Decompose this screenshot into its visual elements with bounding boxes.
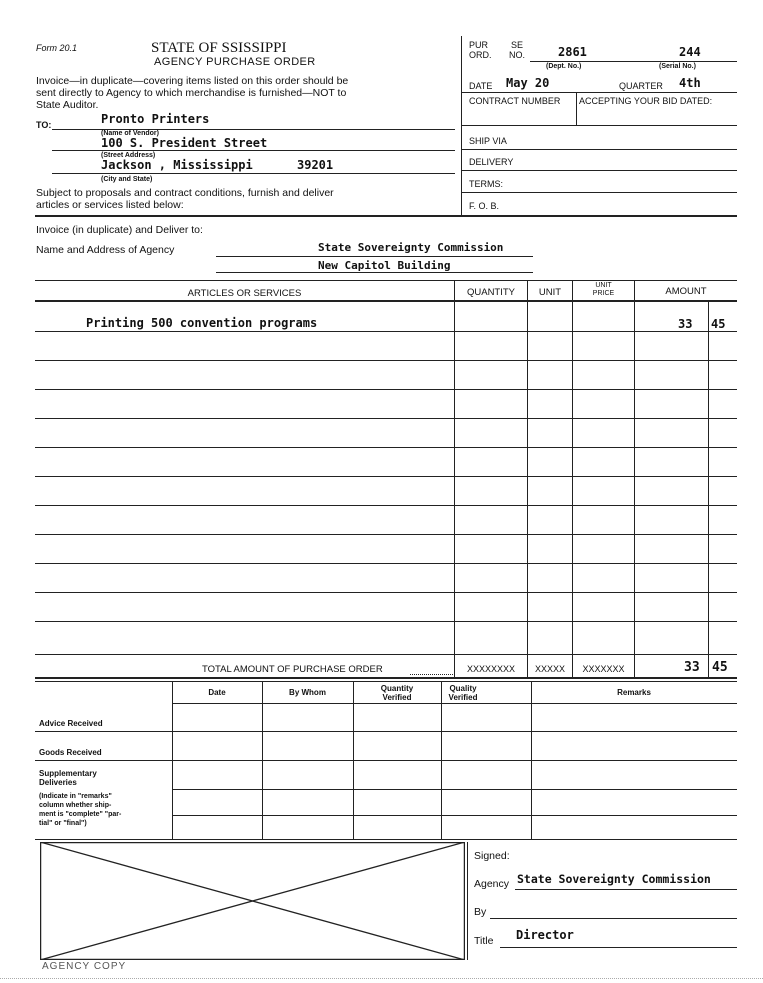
vendor-name: Pronto Printers <box>101 112 210 126</box>
dept-number: 2861 <box>558 45 587 59</box>
supplementary-line2: Deliveries <box>39 778 77 787</box>
subject-line-2: articles or services listed below: <box>36 199 184 211</box>
date-label: DATE <box>469 81 493 91</box>
quarter-value: 4th <box>679 76 701 90</box>
shipment-note <box>39 792 121 828</box>
unit-price-header-line2: PRICE <box>592 290 615 297</box>
ship-via-label: SHIP VIA <box>469 136 507 146</box>
se-label: SE <box>511 40 524 50</box>
terms-label: TERMS: <box>469 179 504 189</box>
shipment-note-line2: column whether ship- <box>39 802 112 809</box>
signed-label: Signed: <box>474 850 510 862</box>
serial-caption: (Serial No.) <box>659 63 696 70</box>
invoice-deliver-label: Invoice (in duplicate) and Deliver to: <box>36 224 203 236</box>
line-item-dollars: 33 <box>678 317 693 331</box>
pur-label: PUR <box>469 40 489 50</box>
no-label: NO. <box>509 50 526 60</box>
total-cents: 45 <box>712 660 728 675</box>
signature-title-value: Director <box>516 928 574 942</box>
street-caption: (Street Address) <box>101 152 156 159</box>
serial-number: 244 <box>679 45 701 59</box>
quality-verified-line2: Verified <box>448 693 478 702</box>
shipment-note-line4: tial" or "final") <box>39 820 87 827</box>
unit-price-header-line1: UNIT <box>595 282 612 289</box>
quarter-label: QUARTER <box>619 81 663 91</box>
ord-label: ORD. <box>469 50 492 60</box>
city-caption: (City and State) <box>101 176 153 183</box>
receipt-date-header: Date <box>208 688 226 697</box>
accepting-bid-label: ACCEPTING YOUR BID DATED: <box>579 96 713 106</box>
total-unit-x: XXXXX <box>534 664 565 674</box>
shipment-note-line3: ment is "complete" "par- <box>39 811 122 818</box>
total-label: TOTAL AMOUNT OF PURCHASE ORDER <box>202 664 383 675</box>
vendor-zip: 39201 <box>297 158 334 172</box>
order-date: May 20 <box>506 76 550 90</box>
goods-received-label: Goods Received <box>39 748 102 757</box>
line-item-description: Printing 500 convention programs <box>86 316 318 330</box>
dept-caption: (Dept. No.) <box>546 63 582 70</box>
receipt-by-whom-header: By Whom <box>289 688 326 697</box>
shipment-note-line1: (Indicate in "remarks" <box>39 793 112 800</box>
quantity-verified-header <box>353 684 441 702</box>
form-subtitle: AGENCY PURCHASE ORDER <box>154 56 316 68</box>
contract-number-label: CONTRACT NUMBER <box>469 96 561 106</box>
form-number: Form 20.1 <box>36 43 78 53</box>
quantity-verified-line2: Verified <box>382 693 412 702</box>
signature-agency-label: Agency <box>474 878 510 890</box>
vendor-street: 100 S. President Street <box>101 136 268 150</box>
quantity-verified-line1: Quantity <box>380 684 414 693</box>
signature-title-label: Title <box>474 935 494 947</box>
vendor-name-caption: (Name of Vendor) <box>101 130 159 137</box>
signature-agency-value: State Sovereignty Commission <box>517 872 711 886</box>
fob-label: F. O. B. <box>469 201 500 211</box>
agency-name: State Sovereignty Commission <box>318 241 504 254</box>
articles-header: ARTICLES OR SERVICES <box>187 288 302 299</box>
instruction-line-2: sent directly to Agency to which merchandise is furnished—NOT to <box>36 87 347 99</box>
vendor-city: Jackson , Mississippi <box>101 158 253 172</box>
form-title: STATE OF SSISSIPPI <box>151 40 287 56</box>
unit-price-header <box>573 282 634 298</box>
advice-received-label: Advice Received <box>39 719 103 728</box>
delivery-label: DELIVERY <box>469 157 514 167</box>
instruction-line-3: State Auditor. <box>36 99 99 111</box>
to-label: TO: <box>36 120 52 130</box>
amount-header: AMOUNT <box>665 286 707 297</box>
total-price-x: XXXXXXX <box>582 664 625 674</box>
crossed-out-box <box>40 842 465 960</box>
total-dollars: 33 <box>684 660 700 675</box>
agency-copy-label: AGENCY COPY <box>42 961 127 972</box>
subject-line-1: Subject to proposals and contract conditions, furnish and deliver <box>36 187 334 199</box>
remarks-header: Remarks <box>617 688 651 697</box>
quantity-header: QUANTITY <box>466 287 516 298</box>
agency-address: New Capitol Building <box>318 259 451 272</box>
agency-address-label: Name and Address of Agency <box>36 244 175 256</box>
instruction-line-1: Invoice—in duplicate—covering items listed on this order should be <box>36 75 349 87</box>
total-quantity-x: XXXXXXXX <box>466 664 516 674</box>
supplementary-line1: Supplementary <box>39 769 97 778</box>
quality-verified-header <box>441 684 531 702</box>
supplementary-deliveries-label <box>39 769 97 787</box>
quality-verified-line1: Quality <box>449 684 477 693</box>
unit-header: UNIT <box>538 287 562 298</box>
line-item-cents: 45 <box>711 317 726 331</box>
signature-by-label: By <box>474 906 487 918</box>
